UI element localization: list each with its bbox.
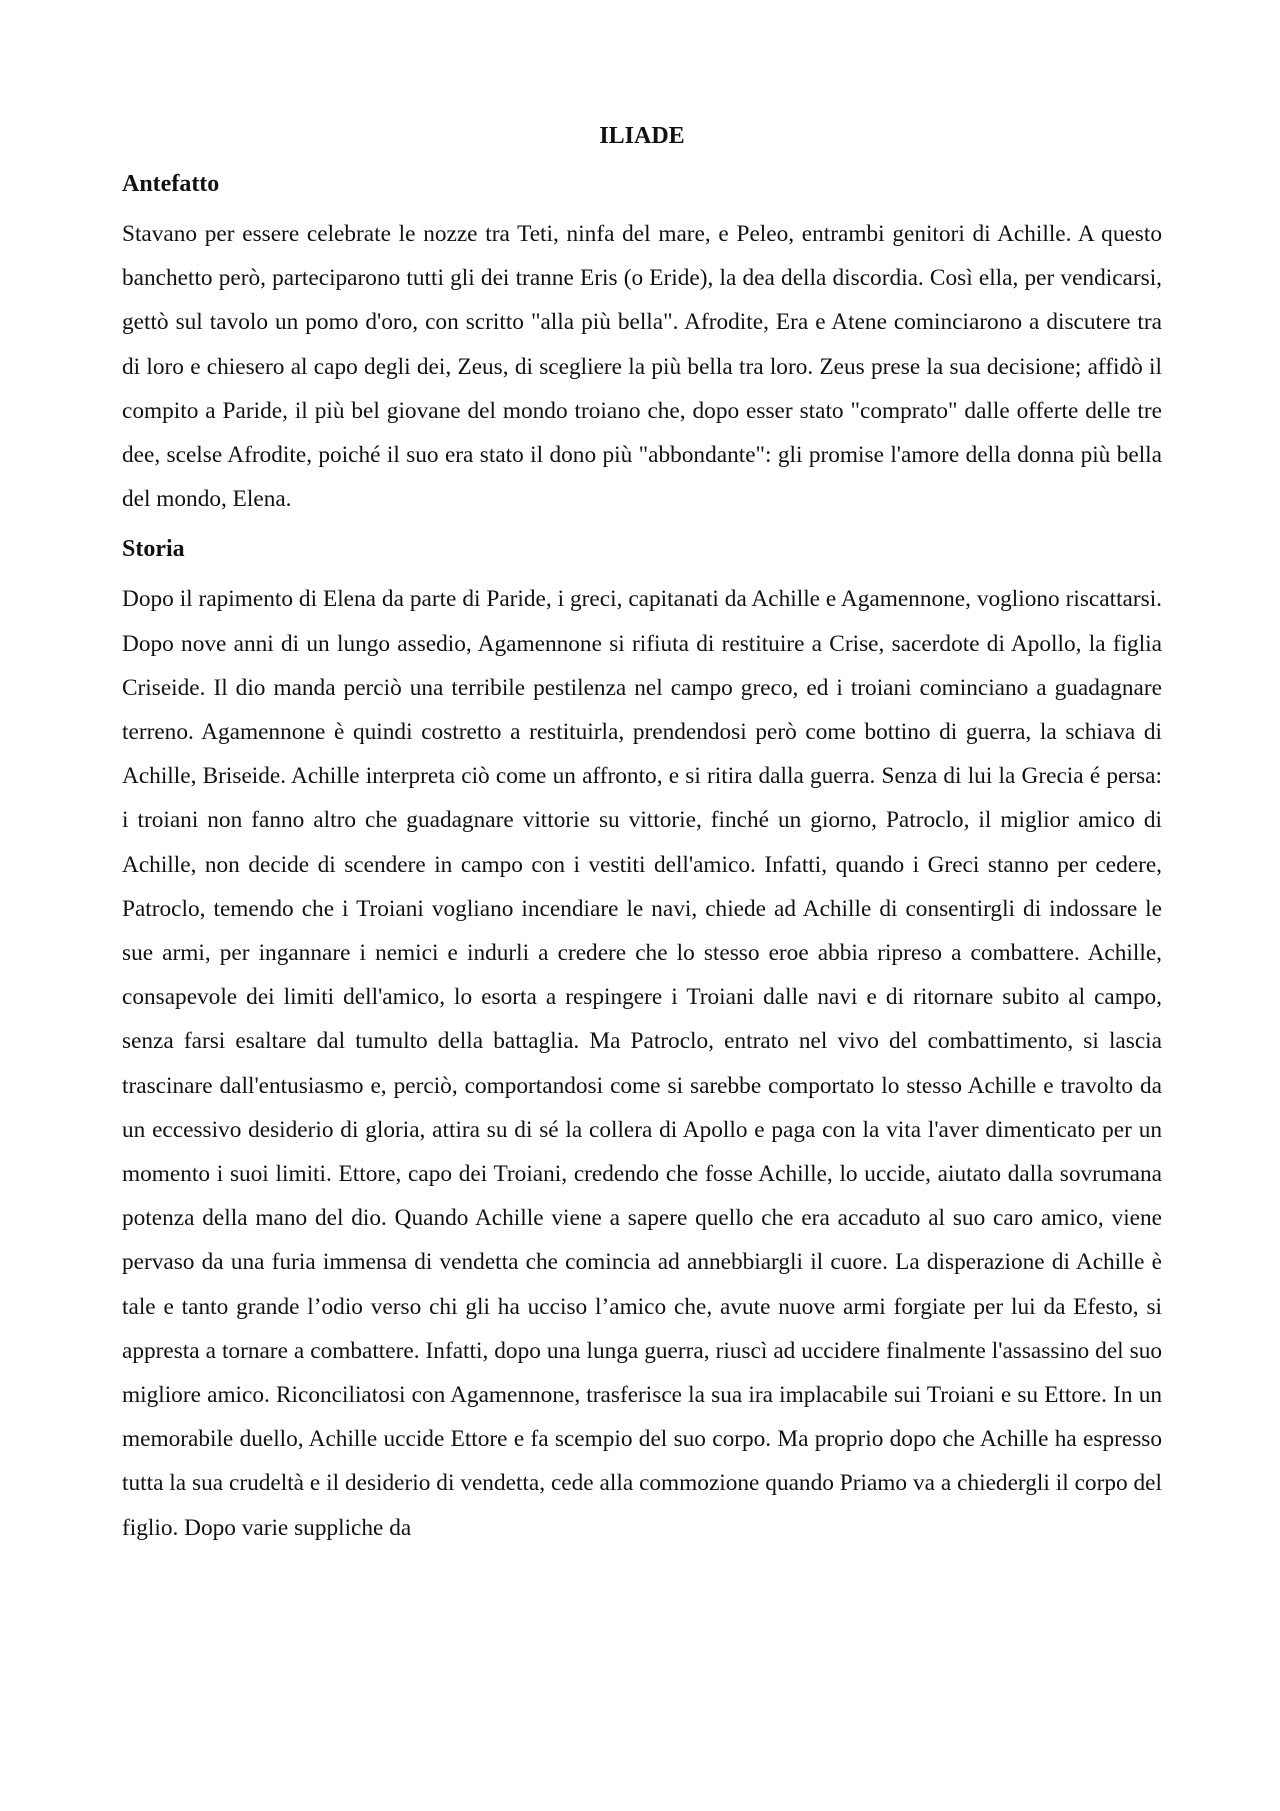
document-body xyxy=(122,120,1162,1550)
section-heading-storia: Storia xyxy=(122,536,185,563)
section-paragraph-antefatto: Stavano per essere celebrate le nozze tra Teti, ninfa del mare, e Peleo, entrambi genitori di Achille. A questo banchetto però, parteciparono tutti gli dei tranne Eris (o Eride), la dea della discordia. Così ella, per vendicarsi, gettò sul tavolo un pomo d'oro, con scritto "alla più bella". Afrodite, Era e Atene cominciarono a discutere tra di loro e chiesero al capo degli dei, Zeus, di scegliere la più bella tra loro. Zeus prese la sua decisione; affidò il compito a Paride, il più bel giovane del mondo troiano che, dopo esser stato "comprato" dalle offerte delle tre dee, scelse Afrodite, poiché il suo era stato il dono più "abbondante": gli promise l'amore della donna più bella del mondo, Elena. xyxy=(122,221,1162,513)
section-heading-antefatto: Antefatto xyxy=(122,171,220,197)
section-paragraph-storia: Dopo il rapimento di Elena da parte di Paride, i greci, capitanati da Achille e Agamennone, vogliono riscattarsi. Dopo nove anni di un lungo assedio, Agamennone si rifiuta di restituire a Crise, sacerdote di Apollo, la figlia Criseide. Il dio manda perciò una terribile pestilenza nel campo greco, ed i troiani cominciano a guadagnare terreno. Agamennone è quindi costretto a restituirla, prendendosi però come bottino di guerra, la schiava di Achille, Briseide. Achille interpreta ciò come un affronto, e si ritira dalla guerra. Senza di lui la Grecia é persa: i troiani non fanno altro che guadagnare vittorie su vittorie, finché un giorno, Patroclo, il miglior amico di Achille, non decide di scendere in campo con i vestiti dell'amico. Infatti, quando i Greci stanno per cedere, Patroclo, temendo che i Troiani vogliano incendiare le navi, chiede ad Achille di consentirgli di indossare le sue armi, per ingannare i nemici e indurli a credere che lo stesso eroe abbia ripreso a combattere. Achille, consapevole dei limiti dell'amico, lo esorta a respingere i Troiani dalle navi e di ritornare subito al campo, senza farsi esaltare dal tumulto della battaglia. Ma Patroclo, entrato nel vivo del combattimento, si lascia trascinare dall'entusiasmo e, perciò, comportandosi come si sarebbe comportato lo stesso Achille e travolto da un eccessivo desiderio di gloria, attira su di sé la collera di Apollo e paga con la vita l'aver dimenticato per un momento i suoi limiti. Ettore, capo dei Troiani, credendo che fosse Achille, lo uccide, aiutato dalla sovrumana potenza della mano del dio. Quando Achille viene a sapere quello che era accaduto al suo caro amico, viene pervaso da una furia immensa di vendetta che comincia ad annebbiargli il cuore. La disperazione di Achille è tale e tanto grande l’odio verso chi gli ha ucciso l’amico che, avute nuove armi forgiate per lui da Efesto, si appresta a tornare a combattere. Infatti, dopo una lunga guerra, riuscì ad uccidere finalmente l'assassino del suo migliore amico. Riconciliatosi con Agamennone, trasferisce la sua ira implacabile sui Troiani e su Ettore. In un memorabile duello, Achille uccide Ettore e fa scempio del suo corpo. Ma proprio dopo che Achille ha espresso tutta la sua crudeltà e il desiderio di vendetta, cede alla commozione quando Priamo va a chiedergli il corpo del figlio. Dopo varie suppliche da xyxy=(122,586,1162,1541)
document-title: ILIADE xyxy=(599,123,685,149)
